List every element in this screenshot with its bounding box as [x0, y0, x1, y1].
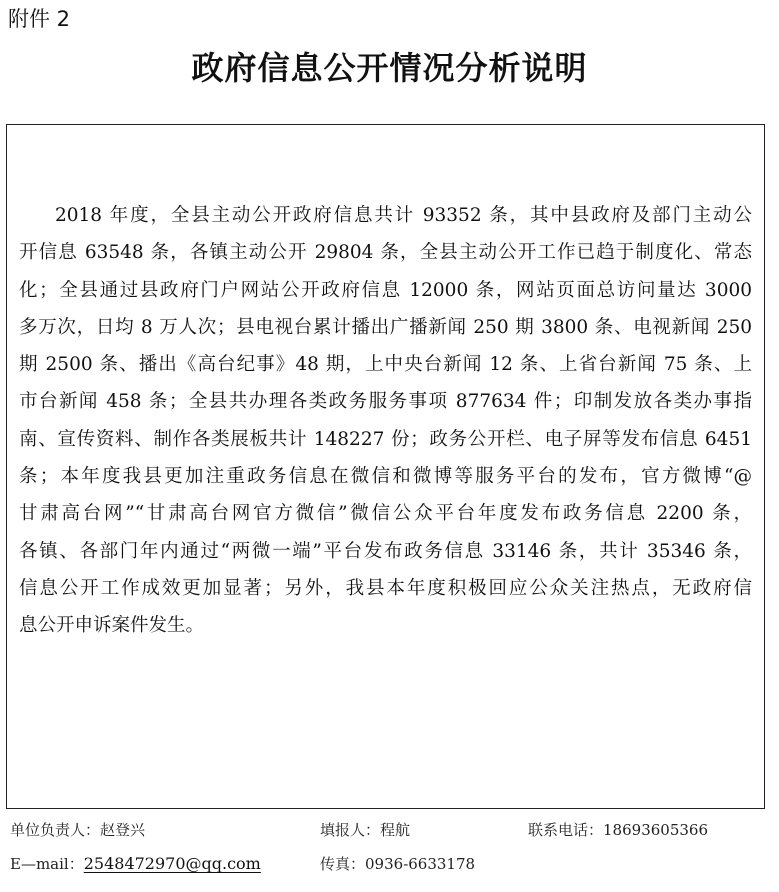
paragraph-line: 南、宣传资料、制作各类展板共计 148227 份；政务公开栏、电子屏等发布信息 6451: [19, 428, 752, 450]
footer-filler: [320, 820, 410, 840]
paragraph-line: 化；全县通过县政府门户网站公开政府信息 12000 条，网站页面总访问量达 3000: [19, 279, 752, 301]
responsible-name: 赵登兴: [100, 821, 146, 839]
paragraph-line: 各镇、各部门年内通过“两微一端”平台发布政务信息 33146 条，共计 35346 条，: [19, 540, 752, 562]
content-paragraph: [19, 197, 752, 645]
fax-number: 0936-6633178: [365, 855, 476, 873]
phone-number: 18693605366: [603, 821, 708, 839]
footer-phone: [528, 820, 708, 840]
footer-fax: [320, 854, 475, 874]
paragraph-line: 开信息 63548 条，各镇主动公开 29804 条，全县主动公开工作已趋于制度化、常态: [19, 242, 752, 264]
phone-label: 联系电话：: [528, 821, 604, 839]
paragraph-line: 2018 年度，全县主动公开政府信息共计 93352 条，其中县政府及部门主动公: [55, 205, 752, 226]
email-link[interactable]: 2548472970@qq.com: [83, 854, 261, 873]
page-title: 政府信息公开情况分析说明: [191, 49, 588, 87]
paragraph-line: 期 2500 条、播出《高台纪事》48 期，上中央台新闻 12 条、上省台新闻 75 条、上: [19, 354, 752, 376]
responsible-label: 单位负责人：: [10, 821, 101, 839]
paragraph-line: 多万次，日均 8 万人次；县电视台累计播出广播新闻 250 期 3800 条、电视新闻 250: [19, 316, 752, 338]
filler-label: 填报人：: [320, 821, 381, 839]
fax-label: 传真：: [320, 855, 366, 873]
attachment-label: 附件 2: [8, 7, 71, 31]
paragraph-line: 市台新闻 458 条；全县共办理各类政务服务事项 877634 件；印制发放各类办事指: [19, 391, 752, 413]
email-label: E—mail：: [10, 855, 84, 873]
content-box: [6, 124, 765, 809]
filler-name: 程航: [380, 821, 411, 839]
paragraph-line: 息公开申诉案件发生。: [19, 615, 205, 637]
footer-email: [10, 854, 261, 874]
paragraph-line: 条；本年度我县更加注重政务信息在微信和微博等服务平台的发布，官方微博“@: [19, 466, 752, 488]
paragraph-line: 信息公开工作成效更加显著；另外，我县本年度积极回应公众关注热点，无政府信: [19, 577, 752, 599]
paragraph-line: 甘肃高台网”“甘肃高台网官方微信”微信公众平台年度发布政务信息 2200 条，: [19, 503, 752, 525]
footer-responsible: [10, 820, 145, 840]
